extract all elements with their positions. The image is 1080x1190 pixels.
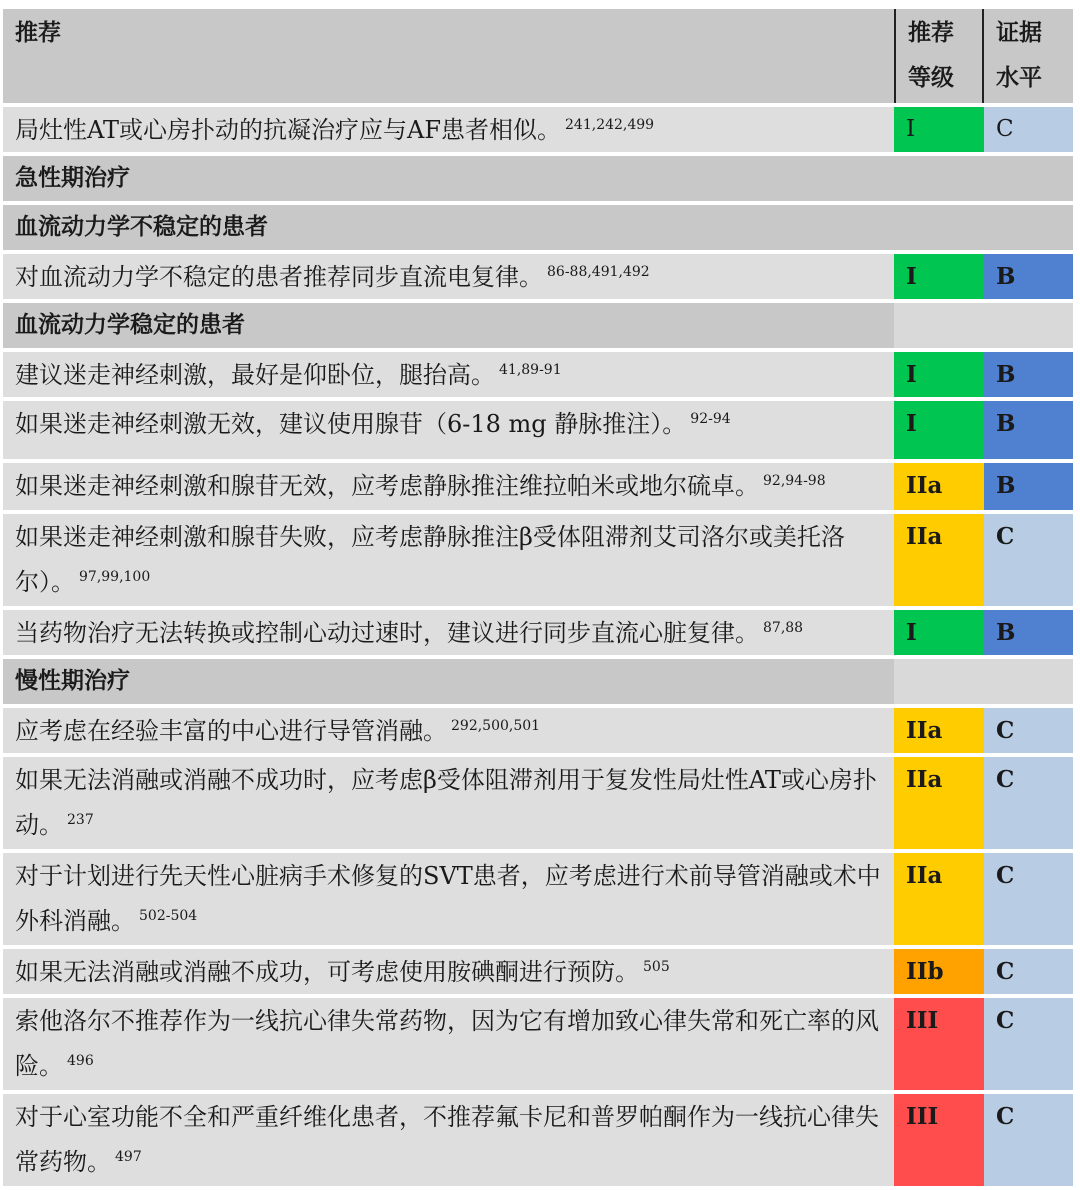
grade-cell: I <box>894 352 984 397</box>
level-cell: C <box>984 708 1073 753</box>
recommendation-text: 应考虑在经验丰富的中心进行导管消融。 $^{292,500,501}$ <box>3 708 894 753</box>
recommendation-text: 如果迷走神经刺激和腺苷无效，应考虑静脉推注维拉帕米或地尔硫卓。 $^{92,94-98}$ <box>3 463 894 510</box>
grade-cell: I <box>894 107 984 152</box>
recommendation-text: 局灶性AT或心房扑动的抗凝治疗应与AF患者相似。 $^{241,242,499}$ <box>3 107 894 152</box>
grade-cell: IIa <box>894 708 984 753</box>
reference-number: 41,89-91 <box>499 362 562 378</box>
grade-cell: III <box>894 1094 984 1186</box>
recommendation-table <box>3 9 1073 1186</box>
grade-cell: IIa <box>894 514 984 606</box>
empty-cell <box>984 303 1073 348</box>
reference-number: 86-88,491,492 <box>547 264 650 280</box>
reference-number: 92-94 <box>690 411 731 427</box>
reference-number: 496 <box>67 1053 94 1069</box>
recommendation-text: 如果迷走神经刺激和腺苷失败，应考虑静脉推注β受体阻滞剂艾司洛尔或美托洛尔）。 $^{97,99,100}$ <box>3 514 894 606</box>
grade-cell: IIa <box>894 757 984 849</box>
reference-number: 292,500,501 <box>451 718 541 734</box>
grade-cell: I <box>894 401 984 459</box>
level-cell: C <box>984 107 1073 152</box>
level-cell: C <box>984 757 1073 849</box>
reference-number: 497 <box>115 1149 142 1165</box>
empty-cell <box>984 659 1073 704</box>
grade-cell: I <box>894 254 984 299</box>
grade-cell: IIa <box>894 853 984 945</box>
reference-number: 241,242,499 <box>565 117 655 133</box>
recommendation-text: 当药物治疗无法转换或控制心动过速时，建议进行同步直流心脏复律。 $^{87,88}$ <box>3 610 894 655</box>
level-cell: C <box>984 949 1073 994</box>
grade-cell: IIb <box>894 949 984 994</box>
reference-number: 505 <box>643 959 670 975</box>
header-level: 证据 水平 <box>984 9 1073 103</box>
level-cell: B <box>984 352 1073 397</box>
header-recommendation: 推荐 <box>3 9 894 103</box>
recommendation-text: 对于计划进行先天性心脏病手术修复的SVT患者，应考虑进行术前导管消融或术中外科消融。 $^{502-504}$ <box>3 853 894 945</box>
recommendation-text: 建议迷走神经刺激，最好是仰卧位，腿抬高。 $^{41,89-91}$ <box>3 352 894 397</box>
recommendation-text: 对于心室功能不全和严重纤维化患者，不推荐氟卡尼和普罗帕酮作为一线抗心律失常药物。 $^{497}$ <box>3 1094 894 1186</box>
grade-cell: III <box>894 998 984 1090</box>
grade-cell: I <box>894 610 984 655</box>
level-cell: B <box>984 401 1073 459</box>
recommendation-text: 如果迷走神经刺激无效，建议使用腺苷（6-18 mg 静脉推注）。 $^{92-94}$ <box>3 401 894 459</box>
recommendation-text: 如果无法消融或消融不成功，可考虑使用胺碘酮进行预防。 $^{505}$ <box>3 949 894 994</box>
empty-cell <box>894 659 984 704</box>
level-cell: B <box>984 463 1073 510</box>
level-cell: C <box>984 998 1073 1090</box>
header-grade: 推荐 等级 <box>894 9 984 103</box>
subsection-stable: 血流动力学稳定的患者 <box>3 303 894 348</box>
recommendation-text: 如果无法消融或消融不成功时，应考虑β受体阻滞剂用于复发性局灶性AT或心房扑动。 $^{237}$ <box>3 757 894 849</box>
level-cell: C <box>984 1094 1073 1186</box>
section-acute: 急性期治疗 <box>3 156 1073 201</box>
reference-number: 237 <box>67 812 94 828</box>
reference-number: 502-504 <box>139 908 198 924</box>
empty-cell <box>894 303 984 348</box>
reference-number: 97,99,100 <box>79 569 151 585</box>
level-cell: B <box>984 610 1073 655</box>
section-chronic: 慢性期治疗 <box>3 659 894 704</box>
reference-number: 92,94-98 <box>763 473 826 489</box>
reference-number: 87,88 <box>763 620 804 636</box>
level-cell: B <box>984 254 1073 299</box>
recommendation-text: 索他洛尔不推荐作为一线抗心律失常药物，因为它有增加致心律失常和死亡率的风险。 $^{496}$ <box>3 998 894 1090</box>
recommendation-text: 对血流动力学不稳定的患者推荐同步直流电复律。 $^{86-88,491,492}$ <box>3 254 894 299</box>
level-cell: C <box>984 853 1073 945</box>
subsection-unstable: 血流动力学不稳定的患者 <box>3 205 1073 250</box>
grade-cell: IIa <box>894 463 984 510</box>
level-cell: C <box>984 514 1073 606</box>
